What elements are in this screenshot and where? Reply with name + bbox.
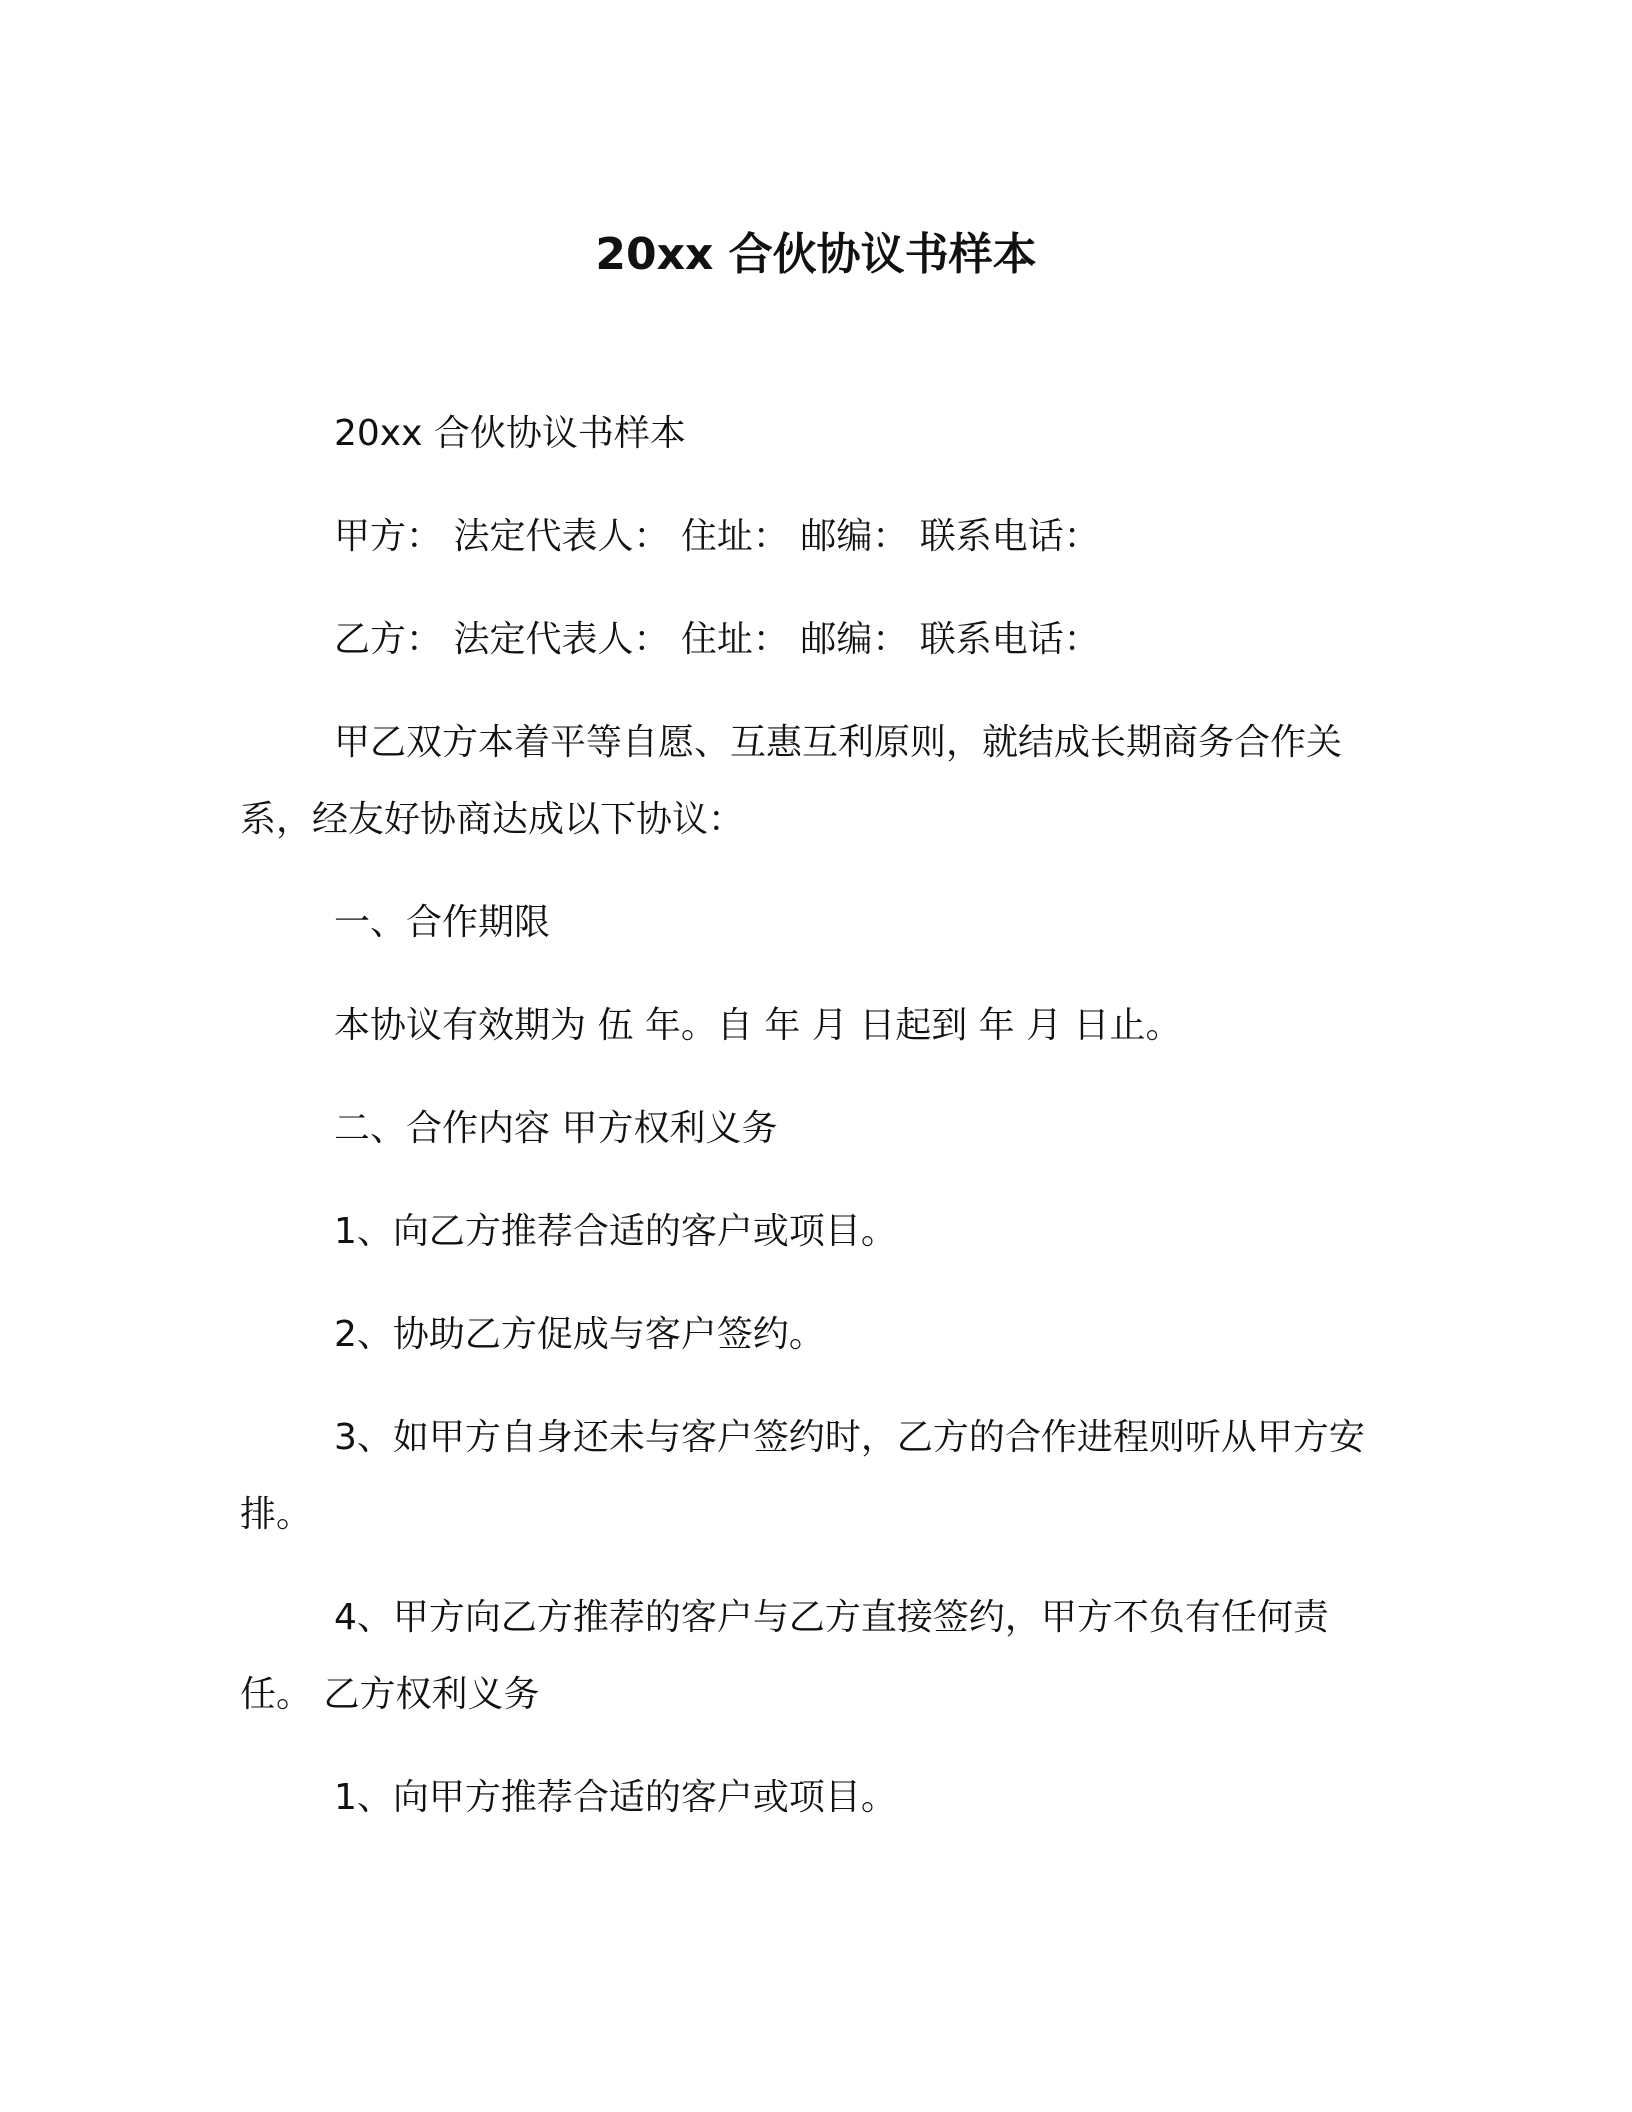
document-body bbox=[240, 395, 1375, 1862]
clause-a-1: 1、向乙方推荐合适的客户或项目。 bbox=[334, 1211, 897, 1252]
clause-a-3: 3、如甲方自身还未与客户签约时，乙方的合作进程则听从甲方安排。 bbox=[240, 1417, 1365, 1535]
paragraph-preamble: 甲乙双方本着平等自愿、互惠互利原则，就结成长期商务合作关系，经友好协商达成以下协议： bbox=[240, 722, 1343, 840]
section-heading-content: 二、合作内容 甲方权利义务 bbox=[334, 1108, 778, 1149]
paragraph-party-a: 甲方： 法定代表人： 住址： 邮编： 联系电话： bbox=[334, 516, 1100, 557]
clause-a-2: 2、协助乙方促成与客户签约。 bbox=[334, 1314, 825, 1355]
paragraph-term: 本协议有效期为 伍 年。自 年 月 日起到 年 月 日止。 bbox=[334, 1005, 1182, 1046]
paragraph-party-b: 乙方： 法定代表人： 住址： 邮编： 联系电话： bbox=[334, 619, 1100, 660]
clause-a-4: 4、甲方向乙方推荐的客户与乙方直接签约，甲方不负有任何责任。 乙方权利义务 bbox=[240, 1597, 1329, 1715]
clause-b-1: 1、向甲方推荐合适的客户或项目。 bbox=[334, 1777, 897, 1818]
section-heading-term: 一、合作期限 bbox=[334, 902, 551, 943]
paragraph-heading-repeat: 20xx 合伙协议书样本 bbox=[334, 413, 686, 454]
document-title: 20xx 合伙协议书样本 bbox=[595, 229, 1037, 280]
